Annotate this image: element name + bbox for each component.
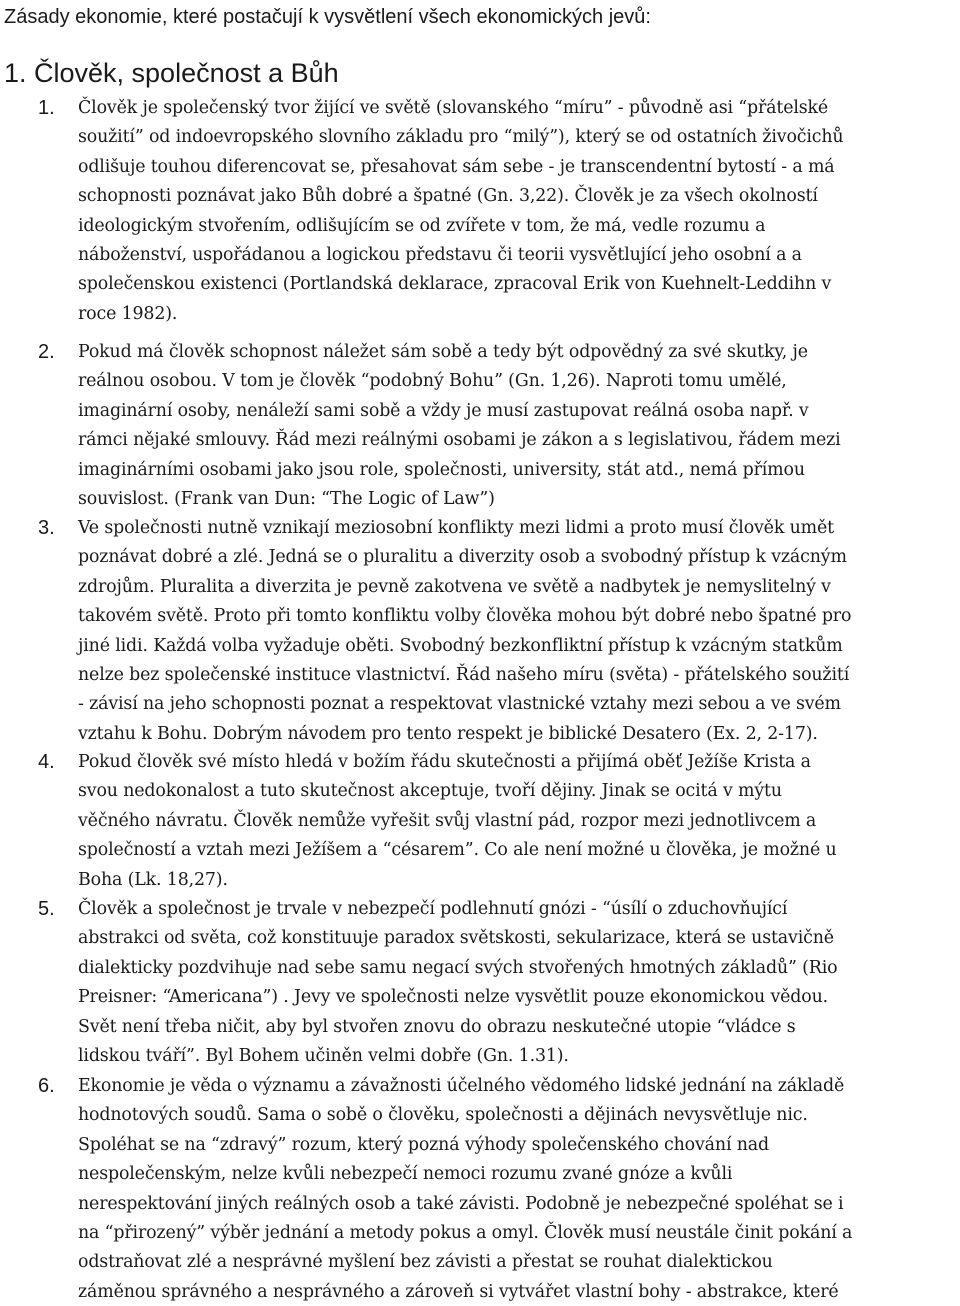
text-line: lidskou tváří”. Byl Bohem učiněn velmi dobře (Gn. 1.31). bbox=[78, 1045, 569, 1066]
text-line: imaginárními osobami jako jsou role, společnosti, university, stát atd., nemá přímou bbox=[78, 459, 805, 480]
text-line: Ve společnosti nutně vznikají meziosobní konflikty mezi lidmi a proto musí člověk umět bbox=[78, 518, 834, 538]
text-line: imaginární osoby, nenáleží sami sobě a vždy je musí zastupovat reálná osoba např. v bbox=[78, 400, 809, 421]
text-line: abstrakci od světa, což konstituuje paradox světskosti, sekularizace, která se ustavičně bbox=[78, 928, 834, 949]
intro-text: Zásady ekonomie, které postačují k vysvětlení všech ekonomických jevů: bbox=[4, 6, 651, 28]
list-item-text bbox=[78, 338, 956, 514]
text-line: Preisner: “Americana”) . Jevy ve společnosti nelze vysvětlit pouze ekonomickou vědou. bbox=[78, 987, 829, 1008]
section-title: Člověk, společnost a Bůh bbox=[34, 58, 339, 88]
text-line: společností a vztah mezi Ježíšem a “césarem”. Co ale není možné u člověka, je možné u bbox=[78, 840, 837, 861]
text-line: odstraňovat zlé a nesprávné myšlení bez závisti a přestat se rouhat dialektickou bbox=[78, 1252, 773, 1273]
text-line: věčného návratu. Člověk nemůže vyřešit svůj vlastní pád, rozpor mezi jednotlivcem a bbox=[78, 810, 817, 831]
text-line: Člověk je společenský tvor žijící ve světě (slovanského “míru” - původně asi “přátelské bbox=[78, 98, 829, 118]
text-line: svou nedokonalost a tuto skutečnost akceptuje, tvoří dějiny. Jinak se ocitá v mýtu bbox=[78, 781, 782, 802]
text-line: Pokud člověk své místo hledá v božím řádu skutečnosti a přijímá oběť Ježíše Krista a bbox=[78, 752, 811, 772]
text-line: náboženství, uspořádanou a logickou představu či teorii vysvětlující jeho osobní a a bbox=[78, 244, 802, 265]
text-line: Spoléhat se na “zdravý” rozum, který pozná výhody společenského chování nad bbox=[78, 1134, 769, 1155]
text-line: souvislost. (Frank van Dun: “The Logic of Law”) bbox=[78, 488, 495, 509]
text-line: nerespektování jiných reálných osob a také závisti. Podobně je nebezpečné spoléhat se i bbox=[78, 1193, 844, 1214]
text-line: reálnou osobou. V tom je člověk “podobný Bohu” (Gn. 1,26). Naproti tomu umělé, bbox=[78, 371, 787, 392]
list-item-number: 3. bbox=[38, 517, 55, 539]
text-line: takovém světě. Proto při tomto konfliktu volby člověka mohou být dobré nebo špatné pro bbox=[78, 606, 852, 627]
text-line: hodnotových soudů. Sama o sobě o člověku, společnosti a dějinách nevysvětluje nic. bbox=[78, 1105, 808, 1126]
text-line: soužití” od indoevropského slovního základu pro “milý”), který se od ostatních živočichů bbox=[78, 127, 844, 148]
list-item-number: 4. bbox=[38, 751, 55, 773]
list-item-text bbox=[78, 514, 956, 749]
text-line: - závisí na jeho schopnosti poznat a respektovat vlastnické vztahy mezi sebou a ve svém bbox=[78, 694, 841, 715]
text-line: schopnosti poznávat jako Bůh dobré a špatné (Gn. 3,22). Člověk je za všech okolností bbox=[78, 186, 818, 207]
text-line: poznávat dobré a zlé. Jedná se o pluralitu a diverzity osob a svobodný přístup k vzácným bbox=[78, 547, 847, 568]
list-item-number: 5. bbox=[38, 898, 55, 920]
list-item-text bbox=[78, 895, 956, 1071]
text-line: odlišuje touhou diferencovat se, přesahovat sám sebe - je transcendentní bytostí - a má bbox=[78, 156, 835, 177]
list-item-number: 1. bbox=[38, 97, 55, 119]
text-line: vztahu k Bohu. Dobrým návodem pro tento respekt je biblické Desatero (Ex. 2, 2-17). bbox=[78, 723, 818, 744]
text-line: dialekticky pozdvihuje nad sebe samu negací svých stvořených hmotných základů” (Rio bbox=[78, 957, 838, 978]
text-line: Svět není třeba ničit, aby byl stvořen znovu do obrazu neskutečné utopie “vládce s bbox=[78, 1016, 796, 1037]
list-item-text bbox=[78, 94, 956, 329]
list-item-text bbox=[78, 1072, 956, 1306]
text-line: roce 1982). bbox=[78, 303, 178, 324]
text-line: nelze bez společenské instituce vlastnictví. Řád našeho míru (světa) - přátelského soužití bbox=[78, 664, 850, 685]
text-line: ideologickým stvořením, odlišujícím se od zvířete v tom, že má, vedle rozumu a bbox=[78, 215, 766, 236]
text-line: nespolečenským, nelze kvůli nebezpečí nemoci rozumu zvané gnóze a kvůli bbox=[78, 1164, 733, 1185]
text-line: jiné lidi. Každá volba vyžaduje oběti. Svobodný bezkonfliktní přístup k vzácným statkům bbox=[78, 635, 843, 656]
text-line: na “přirozený” výběr jednání a metody pokus a omyl. Člověk musí neustále činit pokání a bbox=[78, 1222, 853, 1243]
text-line: zdrojům. Pluralita a diverzita je pevně zakotvena ve světě a nadbytek je nemyslitelný v bbox=[78, 576, 831, 597]
text-line: Boha (Lk. 18,27). bbox=[78, 869, 228, 890]
list-item-number: 6. bbox=[38, 1075, 55, 1097]
text-line: Člověk a společnost je trvale v nebezpečí podlehnutí gnózi - “úsílí o zduchovňující bbox=[78, 899, 788, 919]
section-heading bbox=[4, 56, 339, 90]
list-item-number: 2. bbox=[38, 341, 55, 363]
text-line: společenskou existenci (Portlandská deklarace, zpracoval Erik von Kuehnelt-Leddihn v bbox=[78, 274, 832, 295]
text-line: rámci nějaké smlouvy. Řád mezi reálnými osobami je zákon a s legislativou, řádem mezi bbox=[78, 430, 841, 451]
text-line: Pokud má člověk schopnost náležet sám sobě a tedy být odpovědný za své skutky, je bbox=[78, 342, 808, 362]
list-item-text bbox=[78, 748, 956, 895]
text-line: Ekonomie je věda o významu a závažnosti účelného vědomého lidské jednání na základě bbox=[78, 1076, 845, 1096]
section-number: 1. bbox=[4, 58, 27, 88]
text-line: záměnou správného a nesprávného a zároveň si vytvářet vlastní bohy - abstrakce, které bbox=[78, 1281, 839, 1302]
